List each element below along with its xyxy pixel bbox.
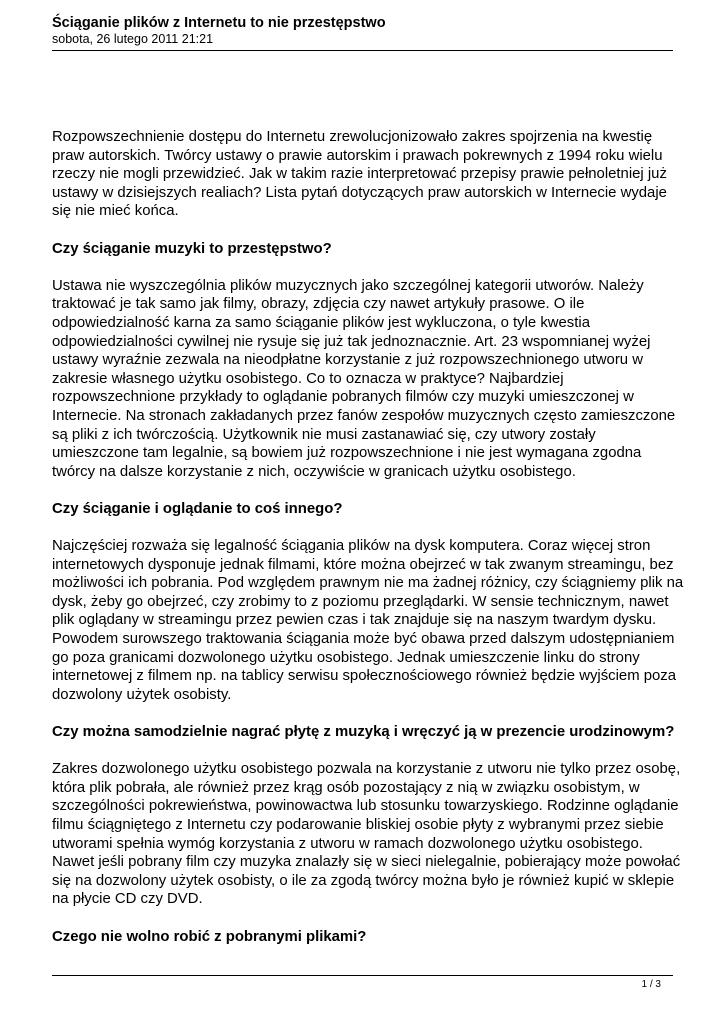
text-line: ustawy w dzisiejszych realiach? Lista pytań dotyczących praw autorskich w Internecie wydaje [52, 184, 667, 201]
header-divider [52, 50, 673, 51]
text-line: internetowej z filmem np. na tablicy serwisu społecznościowego również będzie wyjściem poza [52, 668, 677, 685]
text-line: traktować je tak samo jak filmy, obrazy, zdjęcia czy nawet artykuły prasowe. O ile [52, 296, 585, 313]
footer-divider [52, 975, 673, 976]
text-line: filmu ściągniętego z Internetu czy podarowanie bliskiej osobie płyty z wybranymi przez siebie [52, 816, 664, 833]
section-paragraph [52, 537, 684, 704]
text-line: internetowych dysponuje jednak filmami, które można obejrzeć w tak zwanym streamingu, bez [52, 556, 674, 573]
text-line: Powodem surowszego traktowania ściągania może być obawa przed dalszym udostępnianiem [52, 631, 675, 648]
section-paragraph [52, 760, 681, 909]
text-line: odpowiedzialności cywilnej nie rysuje się już tak jednoznacznie. Art. 23 wspomnianej wyżej [52, 333, 651, 350]
article-body [52, 128, 684, 946]
text-line: utworami spełnia wymóg korzystania z utworu w ramach dozwolonego użytku osobistego. [52, 835, 643, 852]
text-line: odpowiedzialność karna za samo ściąganie plików jest wykluczona, o tyle kwestia [52, 314, 590, 331]
text-line: która plik pobrała, ale również przez krąg osób pozostający z nią w związku osobistym, w [52, 779, 640, 796]
section-heading: Czego nie wolno robić z pobranymi plikami? [52, 928, 367, 945]
text-line: Rozpowszechnienie dostępu do Internetu zrewolucjonizowało zakres spojrzenia na kwestię [52, 129, 653, 145]
text-line: na płycie CD czy DVD. [52, 891, 203, 908]
text-line: go poza granicami dozwolonego użytku osobistego. Jednak umieszczenie linku do strony [52, 649, 640, 666]
intro-paragraph [52, 128, 676, 221]
text-line: szczególności pokrewieństwa, powinowactwa lub stosunku towarzyskiego. Rodzinne oglądanie [52, 798, 679, 815]
text-line: dozwolony użytek osobisty. [52, 686, 232, 703]
page-number: 1 / 3 [641, 979, 661, 990]
text-line: zakresie własnego użytku osobistego. Co to oznacza w praktyce? Najbardziej [52, 370, 564, 387]
text-line: się nie mieć końca. [52, 203, 179, 220]
text-line: dysk, żeby go obejrzeć, czy zrobimy to z poziomu przeglądarki. W sensie technicznym, nawet [52, 593, 669, 610]
section-heading: Czy można samodzielnie nagrać płytę z muzyką i wręczyć ją w prezencie urodzinowym? [52, 724, 675, 740]
text-line: Nawet jeśli pobrany film czy muzyka znalazły się w sieci nielegalnie, pobierający może powołać [52, 854, 681, 871]
publish-date: sobota, 26 lutego 2011 21:21 [52, 32, 214, 46]
text-line: Zakres dozwolonego użytku osobistego pozwala na korzystanie z utworu nie tylko przez osobę, [52, 761, 681, 778]
page-title: Ściąganie plików z Internetu to nie przestępstwo [52, 15, 386, 31]
text-line: plik oglądany w streamingu przez pewien czas i tak znajduje się na naszym twardym dysku. [52, 612, 657, 629]
text-line: są pliki z ich twórczością. Użytkownik nie musi zastanawiać się, czy utwory zostały [52, 426, 596, 443]
text-line: praw autorskich. Twórcy ustawy o prawie autorskim i prawach pokrewnych z 1994 roku wielu [52, 147, 663, 164]
text-line: rozpowszechnione przykłady to oglądanie pobranych filmów czy muzyki umieszczonej w [52, 389, 634, 406]
text-line: Ustawa nie wyszczególnia plików muzycznych jako szczególnej kategorii utworów. Należy [52, 277, 644, 294]
text-line: Internecie. Na stronach zakładanych przez fanów zespołów muzycznych często zamieszczone [52, 407, 676, 424]
section-heading: Czy ściąganie muzyki to przestępstwo? [52, 240, 332, 257]
text-line: możliwości ich pobrania. Pod względem prawnym nie ma żadnej różnicy, czy ściągniemy plik na [52, 575, 684, 592]
text-line: twórcy na dalsze korzystanie z nich, oczywiście w granicach użytku osobistego. [52, 463, 576, 480]
text-line: rzeczy nie mogli przewidzieć. Jak w takim razie interpretować przepisy prawie pełnoletniej już [52, 166, 667, 183]
text-line: ustawy wyraźnie zezwala na nieodpłatne korzystanie z już rozpowszechnionego utworu w [52, 352, 643, 369]
text-line: się na dozwolony użytek osobisty, o ile za zgodą twórcy można było je również kupić w sklepie [52, 872, 675, 889]
section-paragraph [52, 277, 676, 482]
section-heading: Czy ściąganie i oglądanie to coś innego? [52, 500, 343, 517]
text-line: umieszczone tam legalnie, są bowiem już rozpowszechnione i nie jest wymagana zgodna [52, 445, 642, 462]
text-line: Najczęściej rozważa się legalność ściągania plików na dysk komputera. Coraz więcej stron [52, 538, 651, 555]
